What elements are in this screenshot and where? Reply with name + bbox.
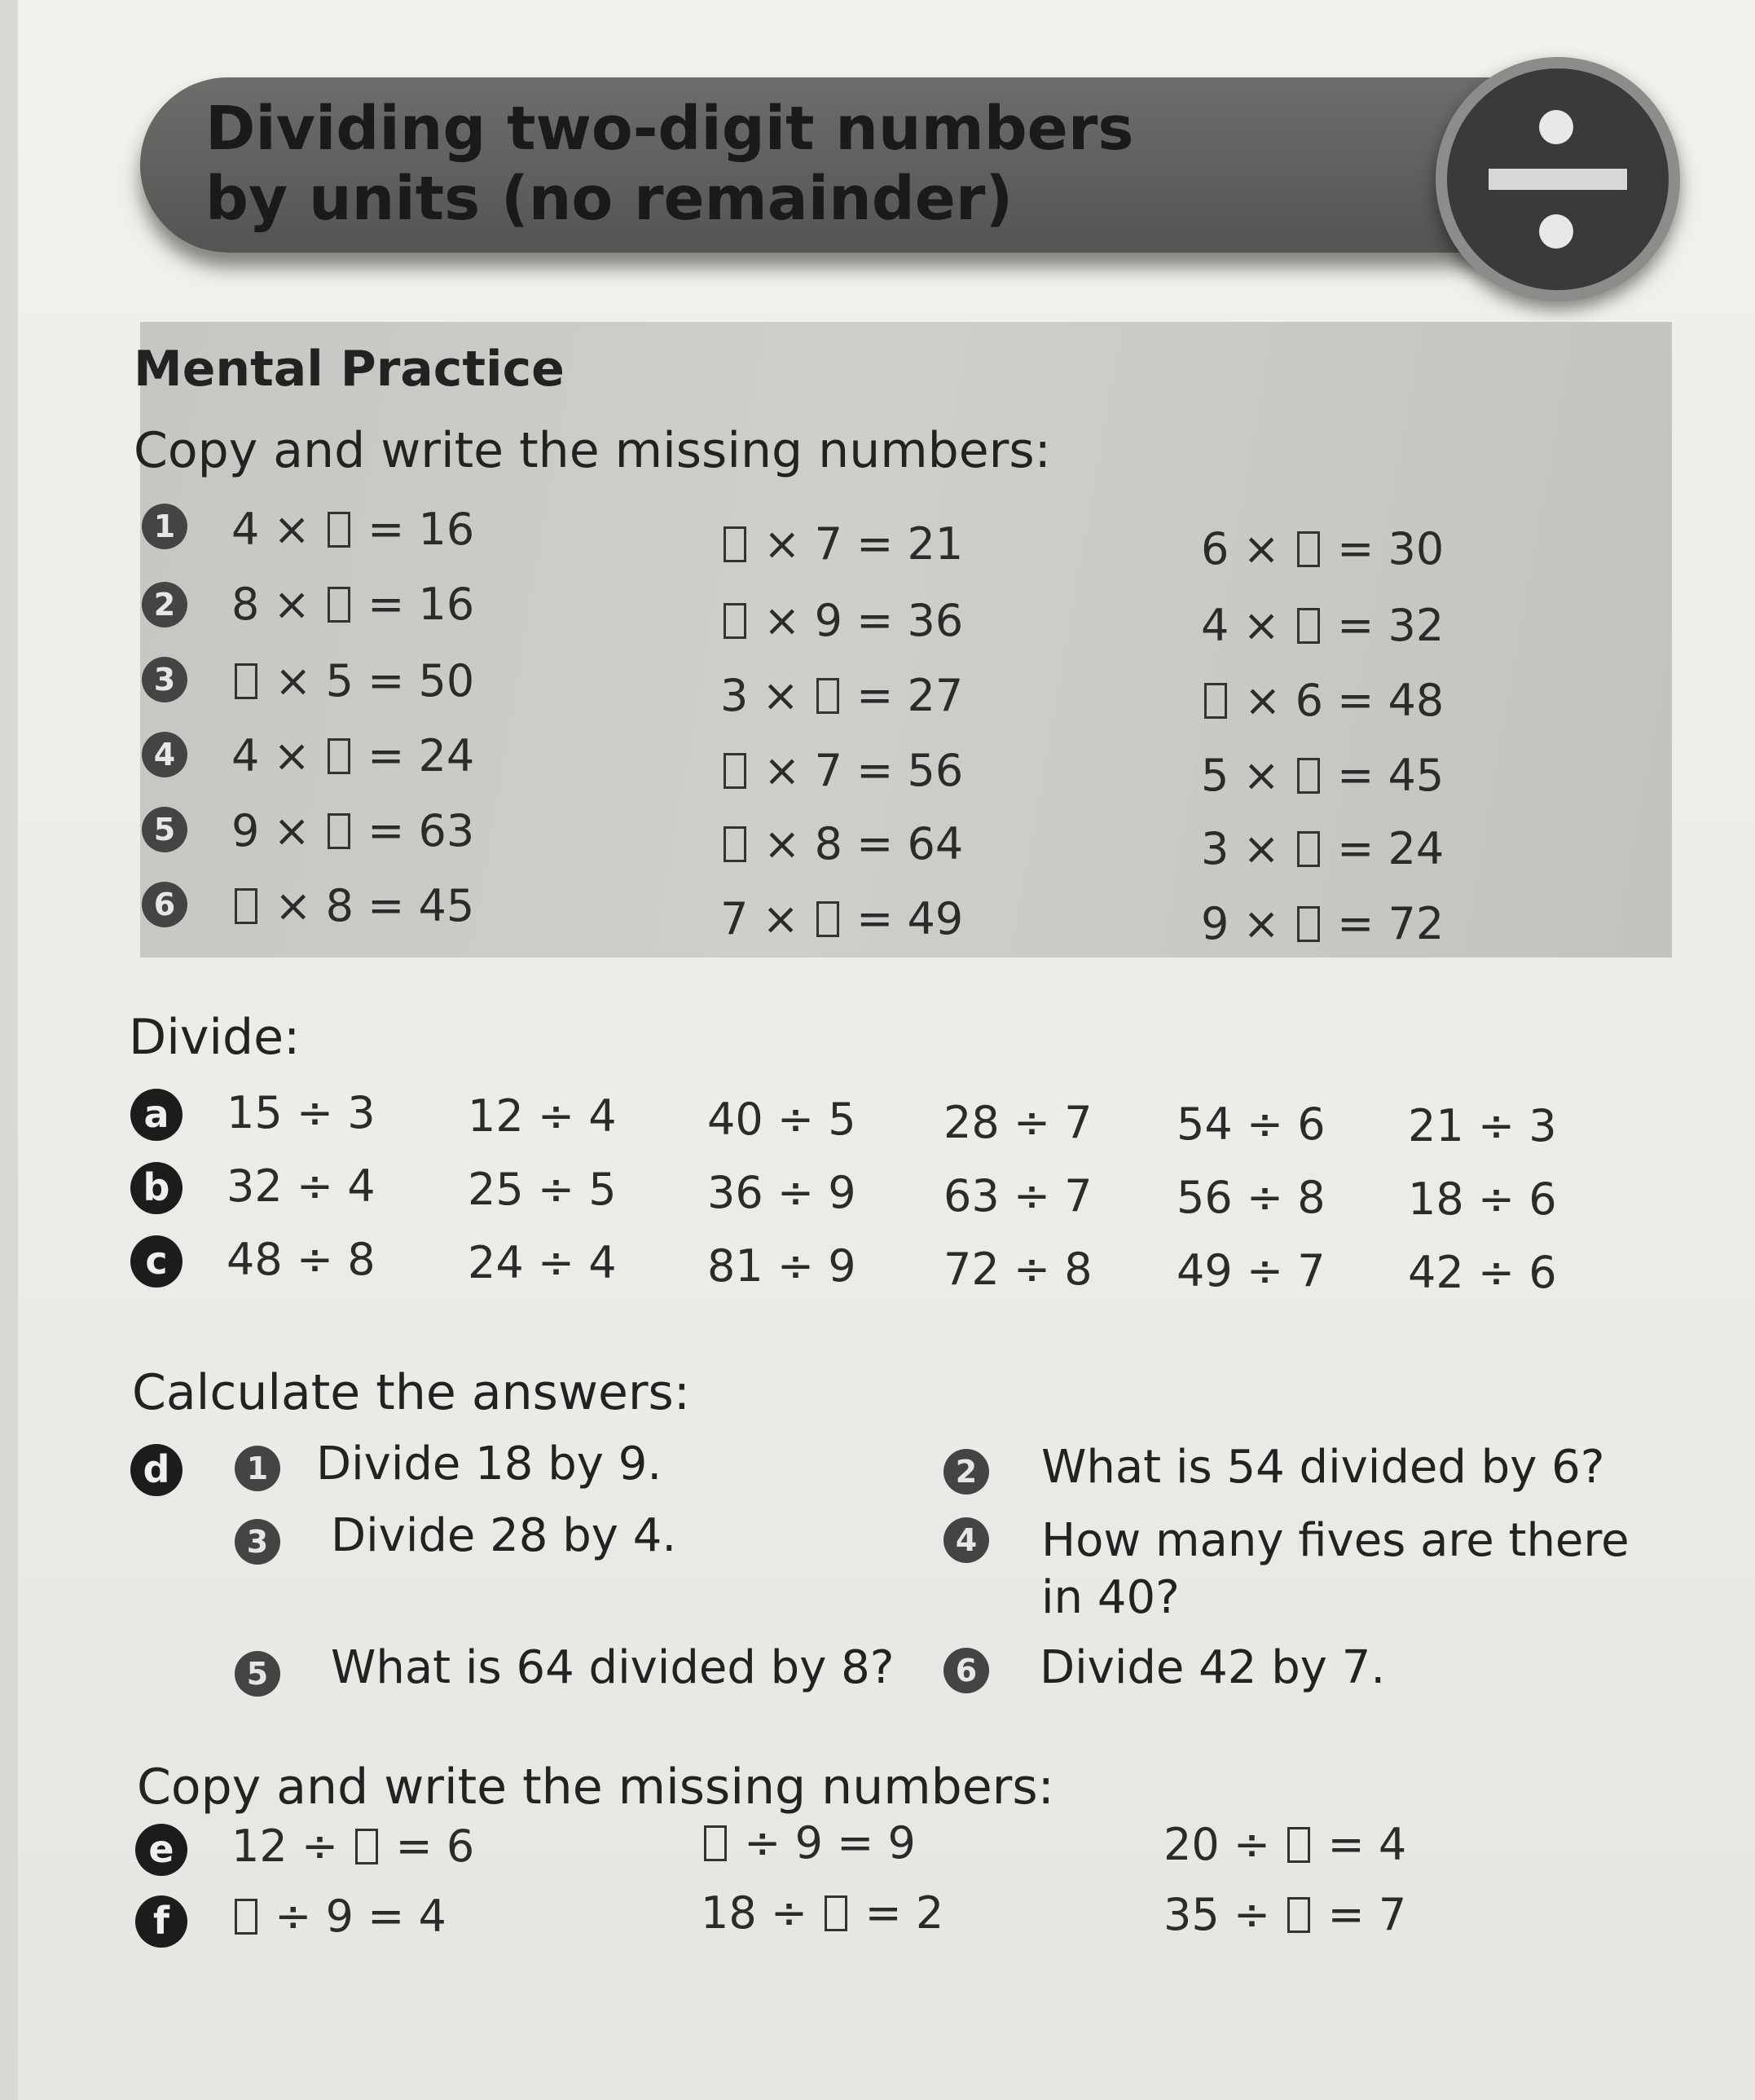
question-number-badge: 4 bbox=[142, 732, 187, 777]
answer-box bbox=[328, 813, 350, 849]
section-letter-badge: b bbox=[130, 1162, 183, 1214]
question-number-badge: 6 bbox=[142, 882, 187, 927]
divide-item: 15 ÷ 3 bbox=[227, 1087, 376, 1138]
answer-box bbox=[235, 663, 257, 699]
question-number-badge: 2 bbox=[142, 582, 187, 627]
mental-item: 4 × = 32 bbox=[1201, 600, 1445, 651]
division-sign-icon bbox=[1489, 110, 1627, 249]
mental-practice-instruction: Copy and write the missing numbers: bbox=[134, 422, 1051, 479]
missing-item: ÷ 9 = 4 bbox=[231, 1891, 446, 1942]
divide-item: 49 ÷ 7 bbox=[1177, 1245, 1326, 1297]
answer-box bbox=[825, 1895, 847, 1931]
answer-box bbox=[816, 901, 839, 937]
divide-item: 28 ÷ 7 bbox=[943, 1097, 1093, 1148]
mental-item: 7 × = 49 bbox=[720, 893, 964, 944]
answer-box bbox=[328, 738, 350, 774]
answer-box bbox=[1297, 758, 1320, 794]
mental-item: × 9 = 36 bbox=[720, 595, 963, 646]
question-number-badge: 5 bbox=[235, 1651, 280, 1697]
missing-item: 12 ÷ = 6 bbox=[231, 1820, 475, 1872]
missing-item: 18 ÷ = 2 bbox=[701, 1887, 944, 1939]
calculate-question-continuation: in 40? bbox=[1041, 1571, 1180, 1624]
mental-item: × 8 = 45 bbox=[231, 880, 474, 931]
mental-item: 9 × = 63 bbox=[231, 805, 475, 856]
answer-box bbox=[1297, 831, 1320, 867]
answer-box bbox=[235, 888, 257, 924]
mental-item: 4 × = 24 bbox=[231, 730, 475, 781]
mental-practice-heading: Mental Practice bbox=[134, 341, 565, 398]
mental-item: × 8 = 64 bbox=[720, 818, 963, 869]
divide-item: 42 ÷ 6 bbox=[1408, 1247, 1557, 1298]
answer-box bbox=[724, 603, 746, 639]
calculate-heading: Calculate the answers: bbox=[132, 1364, 691, 1421]
mental-item: × 7 = 56 bbox=[720, 745, 963, 796]
question-number-badge: 4 bbox=[943, 1517, 989, 1563]
answer-box bbox=[1287, 1897, 1310, 1933]
answer-box bbox=[1204, 683, 1227, 719]
answer-box bbox=[1297, 531, 1320, 567]
answer-box bbox=[235, 1899, 257, 1935]
answer-box bbox=[1297, 906, 1320, 942]
mental-item: 3 × = 24 bbox=[1201, 823, 1445, 874]
divide-item: 72 ÷ 8 bbox=[943, 1244, 1093, 1295]
question-number-badge: 2 bbox=[943, 1449, 989, 1495]
calculate-question: Divide 28 by 4. bbox=[331, 1509, 677, 1562]
answer-box bbox=[1287, 1827, 1310, 1863]
section-letter-badge: c bbox=[130, 1235, 183, 1288]
answer-box bbox=[724, 526, 746, 562]
calculate-question: How many fives are there bbox=[1041, 1514, 1630, 1567]
calculate-question: Divide 18 by 9. bbox=[316, 1437, 662, 1490]
divide-item: 25 ÷ 5 bbox=[468, 1164, 617, 1215]
divide-item: 36 ÷ 9 bbox=[707, 1167, 856, 1218]
divide-item: 18 ÷ 6 bbox=[1408, 1173, 1557, 1225]
title-banner bbox=[140, 77, 1574, 253]
answer-box bbox=[724, 753, 746, 789]
question-number-badge: 5 bbox=[142, 807, 187, 852]
worksheet-page bbox=[18, 0, 1755, 2100]
answer-box bbox=[816, 678, 839, 714]
section-letter-badge: a bbox=[130, 1089, 183, 1141]
mental-item: 4 × = 16 bbox=[231, 504, 475, 555]
missing-item: ÷ 9 = 9 bbox=[701, 1817, 916, 1869]
missing-item: 20 ÷ = 4 bbox=[1163, 1819, 1407, 1870]
mental-item: 9 × = 72 bbox=[1201, 898, 1445, 949]
answer-box bbox=[328, 587, 350, 623]
section-letter-badge: d bbox=[130, 1444, 183, 1496]
mental-item: × 6 = 48 bbox=[1201, 675, 1444, 726]
divide-item: 56 ÷ 8 bbox=[1177, 1172, 1326, 1223]
divide-item: 40 ÷ 5 bbox=[707, 1094, 856, 1145]
missing-numbers-heading: Copy and write the missing numbers: bbox=[137, 1759, 1054, 1816]
section-letter-badge: e bbox=[135, 1824, 187, 1876]
calculate-question: Divide 42 by 7. bbox=[1040, 1641, 1386, 1694]
mental-item: × 7 = 21 bbox=[720, 518, 963, 570]
calculate-question: What is 54 divided by 6? bbox=[1041, 1441, 1605, 1494]
page-title bbox=[205, 94, 1133, 234]
mental-item: × 5 = 50 bbox=[231, 655, 474, 707]
section-letter-badge: f bbox=[135, 1895, 187, 1948]
mental-item: 3 × = 27 bbox=[720, 670, 964, 721]
divide-item: 48 ÷ 8 bbox=[227, 1234, 376, 1285]
answer-box bbox=[328, 512, 350, 548]
mental-item: 6 × = 30 bbox=[1201, 523, 1445, 575]
question-number-badge: 1 bbox=[235, 1446, 280, 1491]
question-number-badge: 3 bbox=[142, 657, 187, 702]
divide-item: 81 ÷ 9 bbox=[707, 1240, 856, 1292]
divide-heading: Divide: bbox=[129, 1009, 301, 1066]
answer-box bbox=[1297, 608, 1320, 644]
title-line-2: by units (no remainder) bbox=[205, 164, 1014, 234]
question-number-badge: 6 bbox=[943, 1648, 989, 1693]
calculate-question: What is 64 divided by 8? bbox=[331, 1641, 895, 1694]
divide-item: 21 ÷ 3 bbox=[1408, 1100, 1557, 1151]
divide-item: 24 ÷ 4 bbox=[468, 1237, 617, 1288]
missing-item: 35 ÷ = 7 bbox=[1163, 1889, 1407, 1940]
divide-item: 54 ÷ 6 bbox=[1177, 1098, 1326, 1150]
question-number-badge: 3 bbox=[235, 1519, 280, 1565]
mental-item: 5 × = 45 bbox=[1201, 750, 1445, 801]
answer-box bbox=[355, 1829, 378, 1864]
divide-item: 32 ÷ 4 bbox=[227, 1160, 376, 1212]
divide-item: 63 ÷ 7 bbox=[943, 1170, 1093, 1222]
divide-item: 12 ÷ 4 bbox=[468, 1090, 617, 1142]
operation-badge bbox=[1436, 57, 1680, 302]
answer-box bbox=[724, 826, 746, 862]
question-number-badge: 1 bbox=[142, 504, 187, 549]
mental-item: 8 × = 16 bbox=[231, 579, 475, 630]
answer-box bbox=[704, 1825, 727, 1861]
title-line-1: Dividing two-digit numbers bbox=[205, 94, 1134, 164]
